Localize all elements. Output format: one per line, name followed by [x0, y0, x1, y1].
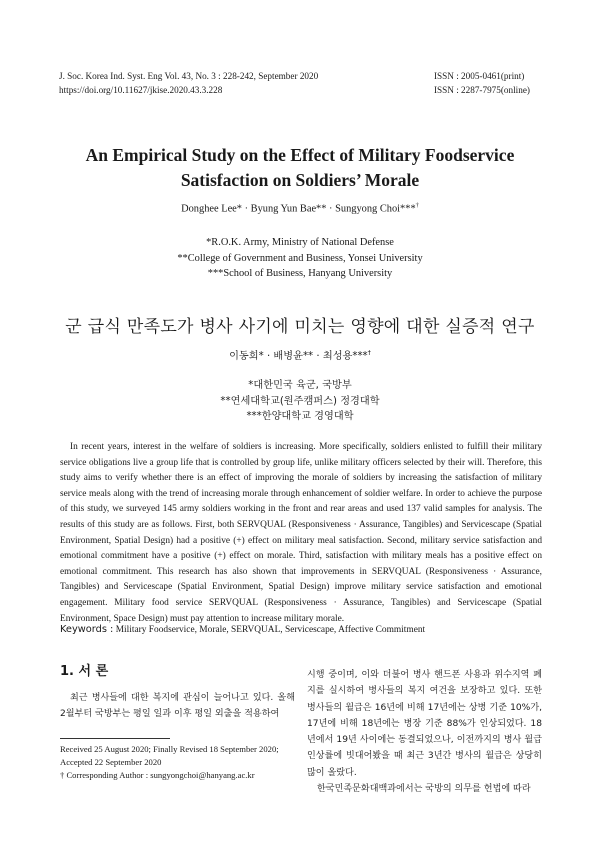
issn-online: ISSN : 2287-7975(online) [434, 85, 530, 95]
journal-citation: J. Soc. Korea Ind. Syst. Eng Vol. 43, No. 3 : 228-242, September 2020 [59, 71, 319, 81]
section-heading-introduction: 1. 서 론 [60, 664, 109, 679]
korean-affiliation-1: *대한민국 육군, 국방부 [248, 380, 352, 391]
korean-author-list [40, 347, 560, 362]
affiliation-1: *R.O.K. Army, Ministry of National Defense [206, 237, 394, 248]
keywords [60, 624, 425, 635]
body-paragraph: 최근 병사들에 대한 복지에 관심이 늘어나고 있다. 올해 2월부터 국방부는 평일 일과 이후 평일 외출을 적용하여 [60, 693, 295, 720]
affiliation-2: **College of Government and Business, Yonsei University [177, 252, 423, 264]
keywords-text: Military Foodservice, Morale, SERVQUAL, Servicescape, Affective Commitment [115, 625, 426, 635]
korean-affiliation-3: ***한양대학교 경영대학 [246, 411, 354, 422]
abstract: In recent years, interest in the welfare of soldiers is increasing. More specifically, soldiers enlisted to fulfill their military service obligations live a group life that is controlled by group life, unlike military officers selected by their will. Therefore, this study aims to verify whether there is an effect of improving the morale of soldiers by increasing the satisfaction of military service meals along with the trend of increasing morale through enhancement of soldier welfare. In order to achieve the purpose of this study, we surveyed 145 army soldiers working in the front and rear areas and used 137 valid samples for analysis. The results of this study are as follows. First, both SERVQUAL (Responsiveness · Assurance, Tangibles) and Servicescape (Spatial Environment, Spatial Design) had a positive (+) effect on military meal satisfaction. Second, military service satisfaction and emotional commitment have a positive (+) effect on morale. Third, satisfaction with military meals has a positive effect on emotional commitment. This research has also shown that improvements in SERVQUAL (Responsiveness · Assurance, Tangibles) and Servicescape (Spatial Environment, Spatial Design) improve military service satisfaction and emotional engagement. Military food service SERVQUAL (Responsiveness · Assurance, Tangibles) and Servicescape (Spatial Environment, Space Design) must pay attention to increase military morale. [60, 442, 542, 624]
korean-affiliation-list [40, 378, 560, 425]
paper-title-line-1: An Empirical Study on the Effect of Military Foodservice [85, 145, 515, 165]
received-date: Received 25 August 2020; Finally Revised 18 September 2020; [60, 744, 279, 754]
paper-title-line-2: Satisfaction on Soldiers’ Morale [180, 170, 420, 190]
body-column-right [307, 667, 542, 797]
affiliation-3: ***School of Business, Hanyang University [207, 268, 393, 279]
footnotes [60, 743, 279, 781]
corresponding-mark: † [415, 202, 419, 209]
accepted-date: Accepted 22 September 2020 [60, 756, 162, 767]
journal-header [59, 69, 318, 97]
korean-affiliation-2: **연세대학교(원주캠퍼스) 정경대학 [220, 395, 380, 407]
corresponding-author: † Corresponding Author : sungyongchoi@hanyang.ac.kr [60, 769, 255, 780]
korean-title: 군 급식 만족도가 병사 사기에 미치는 영향에 대한 실증적 연구 [65, 317, 535, 337]
body-column-left [60, 690, 295, 723]
issn-block [434, 69, 530, 97]
body-paragraph: 시행 중이며, 이와 더불어 병사 핸드폰 사용과 위수지역 폐지를 실시하여 병사들의 복지 여건을 보장하고 있다. 또한 병사들의 월급은 16년에 비해 17년에는 상병 기준 10%가, 17년에 비해 18년에는 병장 기준 88%가 인상되었다. 18년에서 19년 사이에는 동결되었으나, 이전까지의 병사 월급 인상률에 빗대어봤을 때 최근 3년간 병사의 월급은 상당히 많이 올랐다. [307, 670, 542, 778]
author-list [40, 202, 560, 214]
korean-corresponding-mark: † [367, 348, 371, 357]
footnote-divider [60, 738, 170, 739]
issn-print: ISSN : 2005-0461(print) [434, 71, 525, 81]
doi-link[interactable]: https://doi.org/10.11627/jkise.2020.43.3.228 [59, 85, 223, 95]
korean-author-names: 이동희* · 배병윤** · 최성용*** [229, 351, 368, 362]
author-names: Donghee Lee* · Byung Yun Bae** · Sungyong Choi*** [181, 203, 416, 215]
affiliation-list [40, 235, 560, 282]
body-paragraph: 한국민족문화대백과에서는 국방의 의무를 헌법에 따라 [317, 784, 531, 795]
paper-title [40, 143, 560, 193]
keywords-label: Keywords : [60, 624, 114, 635]
